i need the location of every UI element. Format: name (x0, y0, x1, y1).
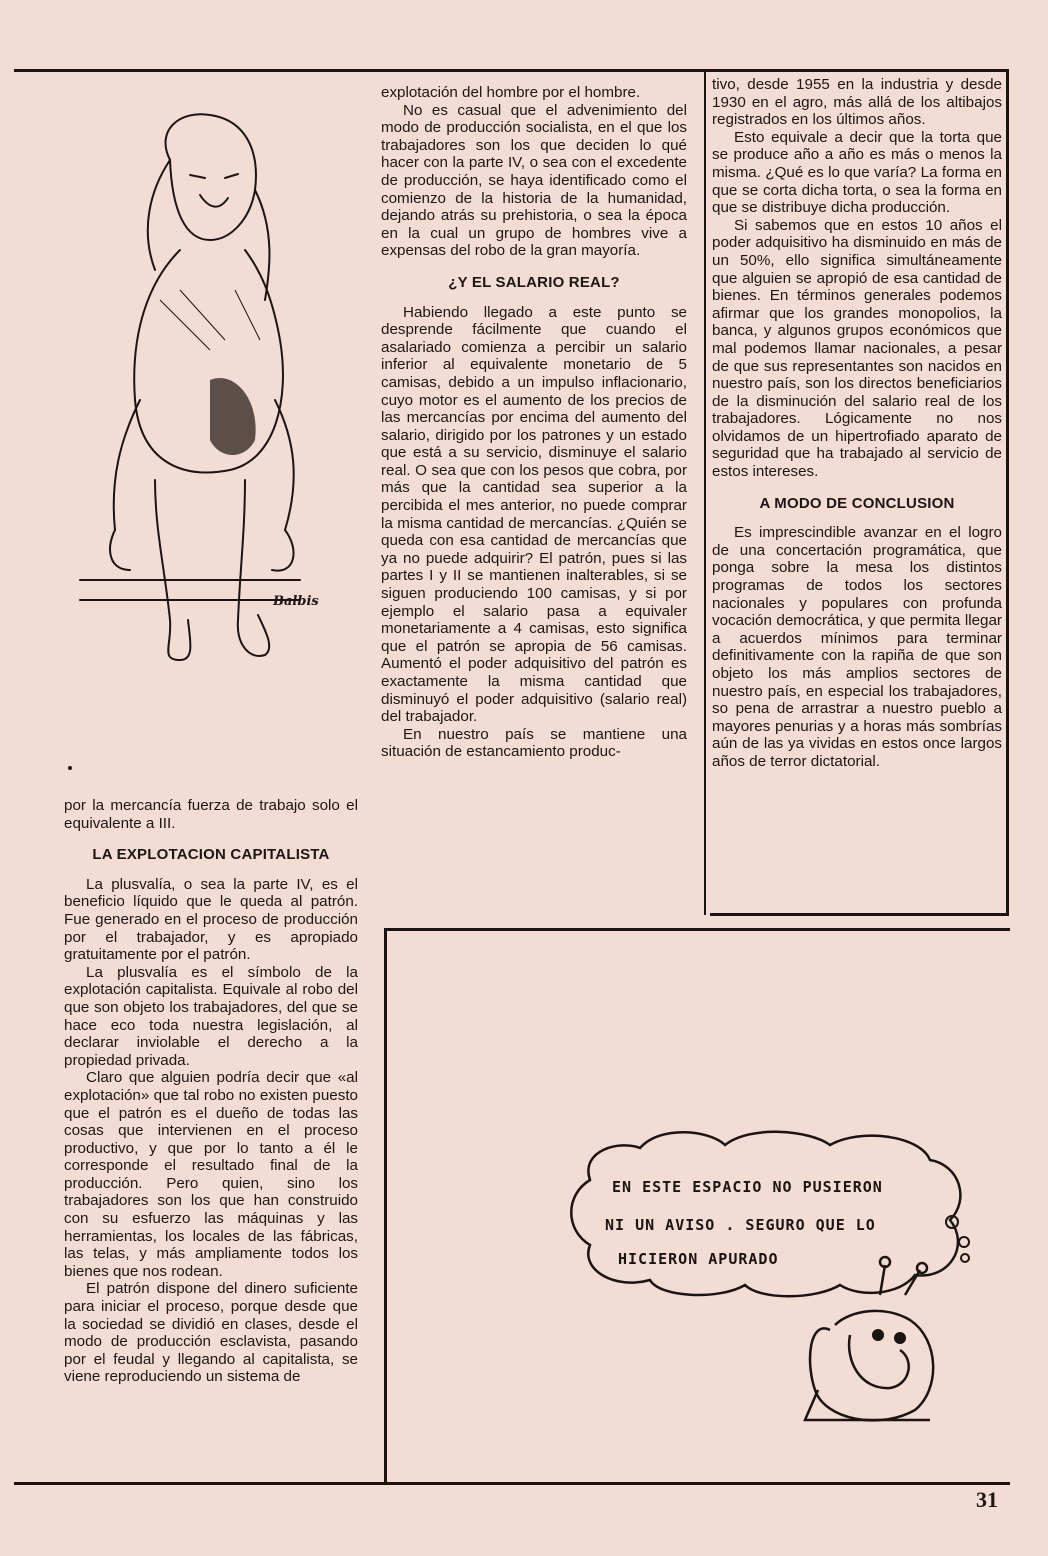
col1-paragraph-1: La plusvalía, o sea la parte IV, es el beneficio líquido que le queda al patrón. Fue generado en el proceso de producción por el trabajador, y es apropiado gratuitamente por el patrón. (64, 875, 358, 964)
col2-lead: explotación del hombre por el hombre. (381, 84, 641, 101)
right-rule (1006, 69, 1009, 915)
seated-woman-illustration (60, 100, 350, 700)
col2-paragraph-1: No es casual que el advenimiento del modo de producción socialista, en el que los trabajadores son los que deciden lo qué hacer con la parte IV, o sea con el excedente de producción, se haya identificado como el comienzo de la historia de la humanidad, dejando atrás su prehistoria, o sea la época en la cual un grupo de hombres vive a expensas del robo de la gran mayoría. (381, 101, 687, 260)
bubble-line-1: EN ESTE ESPACIO NO PUSIERON (612, 1178, 883, 1196)
top-rule (14, 69, 1008, 72)
col1-paragraph-2: La plusvalía es el símbolo de la explotación capitalista. Equivale al robo del que son objeto los trabajadores, del que se hace eco toda nuestra legislación, al declarar inviolable el derecho a la propiedad privada. (64, 963, 358, 1069)
col1-paragraph-4: El patrón dispone del dinero suficiente para iniciar el proceso, porque desde que la sociedad se dividió en clases, desde el modo de producción esclavista, pasando por el feudal y llegando al capitalista, se viene reproduciendo un sistema de (64, 1280, 358, 1386)
cartoon-thought-bubble (560, 1120, 1000, 1440)
box-left-rule (384, 928, 387, 1484)
column-3 (712, 76, 1002, 771)
col2-paragraph-2: Habiendo llegado a este punto se desprende fácilmente que cuando el asalariado comienza a percibir un salario inferior al equivalente monetario de 5 camisas, debido a un impulso inflacionario, cuyo motor es el aumento de los precios de las mercancías por encima del aumento del salario, dirigido por los patrones y un estado que está a su servicio, disminuye el salario real. O sea que con los pesos que cobra, por más que la cantidad sea superior a la percibida el mes anterior, no puede comprar la misma cantidad de mercancías. ¿Quién se queda con esa cantidad de mercancías que ya no puede adquirir? El patrón, pues si las partes I y II se mantienen inalterables, si se siguen produciendo 100 camisas, y si por ejemplo el salario pasa a equivaler monetariamente a 4 camisas, esto significa que el patrón se apropia de 56 camisas. Aumentó el poder adquisitivo del patrón es exactamente la misma cantidad que disminuyó el poder adquisitivo (salario real) del trabajador. (381, 303, 687, 726)
dot-mark (68, 766, 72, 770)
bottom-rule (14, 1482, 1010, 1485)
col3-paragraph-2: Si sabemos que en estos 10 años el poder adquisitivo ha disminuido en más de un 50%, ello significa simultáneamente que alguien se apropió de esa cantidad de bienes. En términos generales podemos afirmar que los grandes monopolios, la banca, y algunos grupos económicos que mal podemos llamar nacionales, a pesar de que sus representantes son nacidos en nuestro país, son los directos beneficiarios de la disminución del salario real de los trabajadores. Lógicamente no nos olvidamos de un hipertrofiado aparato de seguridad que ha trabajado al servicio de estos intereses. (712, 216, 1002, 481)
col3-bottom-rule (710, 913, 1009, 916)
col-divider-2-3 (704, 72, 706, 915)
column-2 (381, 84, 687, 761)
col2-paragraph-3: En nuestro país se mantiene una situación de estancamiento produc- (381, 725, 687, 761)
col3-lead: tivo, desde 1955 en la industria y desde 1930 en el agro, más allá de los altibajos registrados en los últimos años. (712, 76, 1002, 129)
col3-paragraph-3: Es imprescindible avanzar en el logro de una concertación programática, que ponga sobre la mesa los distintos programas de todos los sectores nacionales y populares con profunda vocación democrática, y que permita llegar a acuerdos mínimos para terminar definitivamente con la rapiña de que son objeto los más amplios sectores de nuestro país, en especial los trabajadores, so pena de arrastrar a nuestro pueblo a mayores penurias y a horas más sombrías aún de las ya vividas en estos once largos años de terror dictatorial. (712, 524, 1002, 770)
col1-paragraph-3: Claro que alguien podría decir que «al explotación» que tal robo no existen puesto que el patrón es el dueño de todas las cosas que intervienen en el proceso productivo, y que por lo tanto a él le corresponde el resultado final de la producción. Pero quien, sino los trabajadores son los que han construido con su esfuerzo las máquinas y las herramientas, los locales de las fábricas, las telas, y más ampliamente todos los bienes que nos rodean. (64, 1069, 358, 1280)
box-top-rule (384, 928, 1010, 931)
bubble-line-3: HICIERON APURADO (618, 1250, 779, 1268)
heading-conclusion: A MODO DE CONCLUSION (759, 494, 955, 512)
bubble-line-2: NI UN AVISO . SEGURO QUE LO (605, 1216, 876, 1234)
column-1 (64, 797, 358, 1386)
illustration-signature: Balbis (273, 594, 319, 609)
heading-salario-real: ¿Y EL SALARIO REAL? (448, 273, 620, 291)
heading-explotacion: LA EXPLOTACION CAPITALISTA (92, 846, 330, 864)
page-number: 31 (976, 1487, 998, 1512)
col3-paragraph-1: Esto equivale a decir que la torta que se produce año a año es más o menos la misma. ¿Qué es lo que varía? La forma en que se corta dicha torta, o sea la forma en que se distribuye dicha producción. (712, 128, 1002, 217)
cartoon-character (805, 1257, 933, 1420)
col1-lead: por la mercancía fuerza de trabajo solo el equivalente a III. (64, 797, 358, 832)
